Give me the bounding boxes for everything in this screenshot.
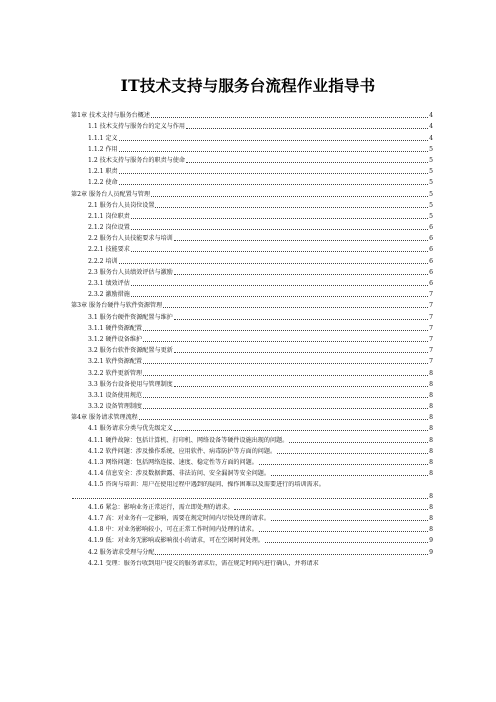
toc-entry[interactable] bbox=[71, 265, 433, 276]
toc-entry[interactable] bbox=[71, 231, 433, 242]
toc-entry-label: 第4章 服务请求管理流程 bbox=[71, 414, 138, 422]
toc-entry-label: 2.1 服务台人员岗位设置 bbox=[88, 201, 155, 209]
toc-page-number: 7 bbox=[429, 335, 433, 343]
toc-entry[interactable] bbox=[71, 242, 433, 253]
toc-entry-label: 2.3.2 激励措施 bbox=[88, 291, 130, 299]
toc-entry-label: 1.2 技术支持与服务台的职责与使命 bbox=[88, 156, 185, 164]
toc-entry[interactable] bbox=[71, 556, 433, 567]
toc-entry[interactable] bbox=[71, 455, 433, 466]
toc-entry-label: 3.1.1 硬件资源配置 bbox=[88, 324, 143, 332]
toc-entry-label: 2.1.2 岗位设置 bbox=[88, 224, 130, 232]
toc-entry[interactable] bbox=[71, 444, 433, 455]
toc-page-number: 5 bbox=[429, 190, 433, 198]
toc-page-number: 8 bbox=[429, 492, 433, 500]
toc-leader-dots bbox=[271, 520, 428, 521]
toc-entry[interactable] bbox=[71, 354, 433, 365]
toc-leader-dots bbox=[155, 207, 428, 208]
toc-page-number: 5 bbox=[429, 212, 433, 220]
toc-page-number: 8 bbox=[429, 470, 433, 478]
toc-entry-label: 4.1.3 网络问题：包括网络连接、速度、稳定性等方面的问题。 bbox=[88, 459, 258, 466]
toc-entry[interactable] bbox=[71, 365, 433, 376]
toc-entry[interactable] bbox=[71, 511, 433, 522]
toc-page-number: 9 bbox=[429, 537, 433, 545]
toc-entry-label: 2.2 服务台人员技能要求与培训 bbox=[88, 235, 173, 243]
toc-page-number: 9 bbox=[429, 548, 433, 556]
toc-entry-label: 4.2 服务请求受理与分配 bbox=[88, 548, 155, 556]
toc-leader-dots bbox=[155, 554, 428, 555]
toc-leader-dots bbox=[119, 173, 428, 174]
toc-entry[interactable] bbox=[71, 522, 433, 533]
toc-entry-label: 4.1.6 紧急：影响业务正常运行，需立即处理的请求。 bbox=[88, 503, 234, 511]
toc-leader-dots bbox=[186, 162, 428, 163]
toc-leader-dots bbox=[139, 419, 428, 420]
toc-leader-dots bbox=[143, 363, 428, 364]
toc-entry-label: 4.1.5 咨询与培训：用户在使用过程中遇到的疑问、操作困难以及需要进行的培训需求。 bbox=[88, 481, 325, 489]
toc-entry-label: 2.3 服务台人员绩效评估与激励 bbox=[88, 268, 173, 276]
toc-leader-dots bbox=[289, 442, 428, 443]
toc-page-number: 4 bbox=[429, 134, 433, 142]
toc-leader-dots bbox=[265, 542, 428, 543]
toc-page-number: 5 bbox=[429, 201, 433, 209]
toc-entry-label: 4.1 服务请求分类与优先级定义 bbox=[88, 425, 173, 433]
toc-entry-label: 1.2.1 职责 bbox=[88, 168, 118, 176]
toc-page-number: 7 bbox=[429, 347, 433, 355]
toc-page-number: 8 bbox=[429, 514, 433, 522]
toc-leader-dots bbox=[119, 184, 428, 185]
toc-page-number: 6 bbox=[429, 224, 433, 232]
toc-page-number: 7 bbox=[429, 358, 433, 366]
toc-page-number: 8 bbox=[429, 391, 433, 399]
toc-entry[interactable] bbox=[71, 119, 433, 130]
toc-leader-dots bbox=[119, 151, 428, 152]
toc-page-number: 8 bbox=[429, 403, 433, 411]
toc-leader-dots bbox=[119, 263, 428, 264]
toc-page-number: 6 bbox=[429, 280, 433, 287]
toc-page-number: 6 bbox=[429, 268, 433, 276]
toc-entry-label: 1.1.2 作用 bbox=[88, 145, 118, 153]
toc-entry[interactable] bbox=[71, 253, 433, 264]
toc-entry-label: 4.1.8 中：对业务影响较小，可在正常工作时间内处理的请求。 bbox=[88, 526, 258, 534]
toc-page-number: 4 bbox=[429, 112, 433, 120]
toc-entry[interactable] bbox=[71, 377, 433, 388]
toc-entry-label: 3.2.2 软件更新管理 bbox=[88, 369, 143, 377]
toc-leader-dots bbox=[143, 375, 428, 376]
toc-page-number: 6 bbox=[429, 235, 433, 243]
toc-entry[interactable] bbox=[71, 466, 433, 477]
toc-entry-label: 3.2 服务台软件资源配置与更新 bbox=[88, 347, 173, 355]
toc-leader-dots bbox=[174, 274, 428, 275]
toc-entry[interactable] bbox=[71, 186, 433, 197]
toc-entry-label: 4.1.2 软件问题：涉及操作系统、应用软件、病毒防护等方面的问题。 bbox=[88, 447, 277, 455]
toc-entry[interactable] bbox=[71, 533, 433, 544]
toc-leader-dots bbox=[174, 319, 428, 320]
toc-entry[interactable] bbox=[71, 220, 433, 231]
toc-entry-label: 2.2.2 培训 bbox=[88, 257, 118, 265]
toc-leader-dots bbox=[143, 330, 428, 331]
toc-entry-label: 4.1.9 低：对业务无影响或影响很小的请求，可在空闲时间处理。 bbox=[88, 537, 264, 545]
toc-entry-label: 3.1 服务台硬件资源配置与维护 bbox=[88, 313, 173, 321]
toc-entry-label: 2.3.1 绩效评估 bbox=[88, 280, 130, 287]
toc-leader-dots bbox=[131, 218, 428, 219]
toc-entry-label: 第1章 技术支持与服务台概述 bbox=[71, 112, 150, 120]
toc-leader-dots bbox=[72, 498, 428, 499]
toc-entry-label: 1.2.2 使命 bbox=[88, 179, 118, 187]
toc-entry[interactable] bbox=[71, 399, 433, 410]
toc-leader-dots bbox=[151, 117, 428, 118]
toc-entry[interactable] bbox=[71, 276, 433, 287]
toc-entry[interactable] bbox=[71, 343, 433, 354]
toc-entry[interactable] bbox=[71, 198, 433, 209]
toc-entry-label: 3.3.1 设备使用规范 bbox=[88, 391, 143, 399]
toc-leader-dots bbox=[143, 341, 428, 342]
toc-entry-label: 第3章 服务台硬件与软件资源管理 bbox=[71, 302, 163, 310]
toc-entry-label: 3.3.2 设备管理制度 bbox=[88, 403, 143, 411]
toc-leader-dots bbox=[174, 386, 428, 387]
toc-entry-label: 1.1.1 定义 bbox=[88, 134, 118, 142]
toc-entry[interactable] bbox=[71, 332, 433, 343]
toc-page-number: 8 bbox=[429, 425, 433, 433]
toc-page-number: 8 bbox=[429, 447, 433, 455]
toc-leader-dots bbox=[277, 453, 428, 454]
toc-page-number: 6 bbox=[429, 246, 433, 254]
toc-page-number: 8 bbox=[429, 436, 433, 444]
toc-entry[interactable] bbox=[71, 108, 433, 119]
toc-entry[interactable] bbox=[71, 209, 433, 220]
toc-page-number: 8 bbox=[429, 459, 433, 466]
toc-page-number: 5 bbox=[429, 179, 433, 187]
toc-leader-dots bbox=[131, 296, 428, 297]
toc-entry[interactable] bbox=[71, 164, 433, 175]
toc-leader-dots bbox=[259, 464, 428, 465]
toc-leader-dots bbox=[163, 307, 428, 308]
toc-leader-dots bbox=[119, 140, 428, 141]
toc-entry-label: 4.2.1 受理：服务台收到用户提交的服务请求后，需在规定时间内进行确认，并将请求 bbox=[88, 559, 319, 567]
toc-entry[interactable] bbox=[71, 309, 433, 320]
toc-entry[interactable] bbox=[71, 500, 433, 511]
toc-page-number: 8 bbox=[429, 526, 433, 534]
toc-page-number: 7 bbox=[429, 302, 433, 310]
toc-entry[interactable] bbox=[71, 410, 433, 421]
toc-entry-label: 2.1.1 岗位职责 bbox=[88, 212, 130, 220]
toc-page-number: 8 bbox=[429, 380, 433, 388]
toc-leader-dots bbox=[174, 352, 428, 353]
toc-entry-label: 3.2.1 软件资源配置 bbox=[88, 358, 143, 366]
toc-leader-dots bbox=[174, 430, 428, 431]
toc-leader-dots bbox=[131, 229, 428, 230]
toc-leader-dots bbox=[259, 531, 428, 532]
toc-page-number: 5 bbox=[429, 145, 433, 153]
toc-leader-dots bbox=[131, 251, 428, 252]
toc-page-number: 8 bbox=[429, 503, 433, 511]
toc-entry[interactable] bbox=[71, 477, 433, 488]
toc-leader-dots bbox=[234, 509, 428, 510]
toc-page-number: 7 bbox=[429, 291, 433, 299]
toc-entry[interactable] bbox=[71, 544, 433, 555]
toc-leader-dots bbox=[143, 408, 428, 409]
toc-entry[interactable] bbox=[71, 488, 433, 499]
toc-leader-dots bbox=[186, 128, 428, 129]
toc-entry[interactable] bbox=[71, 287, 433, 298]
toc-page-number: 5 bbox=[429, 156, 433, 164]
toc-page-number: 4 bbox=[429, 123, 433, 131]
toc-page-number: 8 bbox=[429, 369, 433, 377]
toc-leader-dots bbox=[174, 240, 428, 241]
toc-page-number: 6 bbox=[429, 257, 433, 265]
toc-page-number: 5 bbox=[429, 168, 433, 176]
toc-page-number: 7 bbox=[429, 324, 433, 332]
toc-entry[interactable] bbox=[71, 142, 433, 153]
toc-entry-label: 3.1.2 硬件设备维护 bbox=[88, 335, 143, 343]
table-of-contents bbox=[71, 108, 433, 567]
toc-leader-dots bbox=[131, 285, 428, 286]
toc-leader-dots bbox=[151, 196, 428, 197]
toc-entry[interactable] bbox=[71, 130, 433, 141]
toc-entry[interactable] bbox=[71, 388, 433, 399]
toc-entry-label: 4.1.4 信息安全：涉及数据泄露、非法访问、安全漏洞等安全问题。 bbox=[88, 470, 270, 478]
toc-entry[interactable] bbox=[71, 321, 433, 332]
toc-entry[interactable] bbox=[71, 153, 433, 164]
toc-entry-label: 1.1 技术支持与服务台的定义与作用 bbox=[88, 123, 185, 131]
toc-entry[interactable] bbox=[71, 298, 433, 309]
toc-entry-label: 4.1.1 硬件故障：包括计算机、打印机、网络设备等硬件设施出现的问题。 bbox=[88, 436, 289, 444]
toc-entry-label: 第2章 服务台人员配置与管理 bbox=[71, 190, 150, 198]
toc-leader-dots bbox=[143, 397, 428, 398]
toc-entry[interactable] bbox=[71, 421, 433, 432]
toc-page-number: 7 bbox=[429, 313, 433, 321]
toc-entry[interactable] bbox=[71, 175, 433, 186]
toc-page-number: 8 bbox=[429, 414, 433, 422]
toc-entry-label: 4.1.7 高：对业务有一定影响，需要在规定时间内尽快处理的请求。 bbox=[88, 514, 270, 522]
toc-entry-label: 2.2.1 技能要求 bbox=[88, 246, 130, 254]
document-title: IT技术支持与服务台流程作业指导书 bbox=[120, 76, 376, 95]
toc-entry[interactable] bbox=[71, 432, 433, 443]
toc-entry-label: 3.3 服务台设备使用与管理制度 bbox=[88, 380, 173, 388]
toc-leader-dots bbox=[271, 475, 428, 476]
